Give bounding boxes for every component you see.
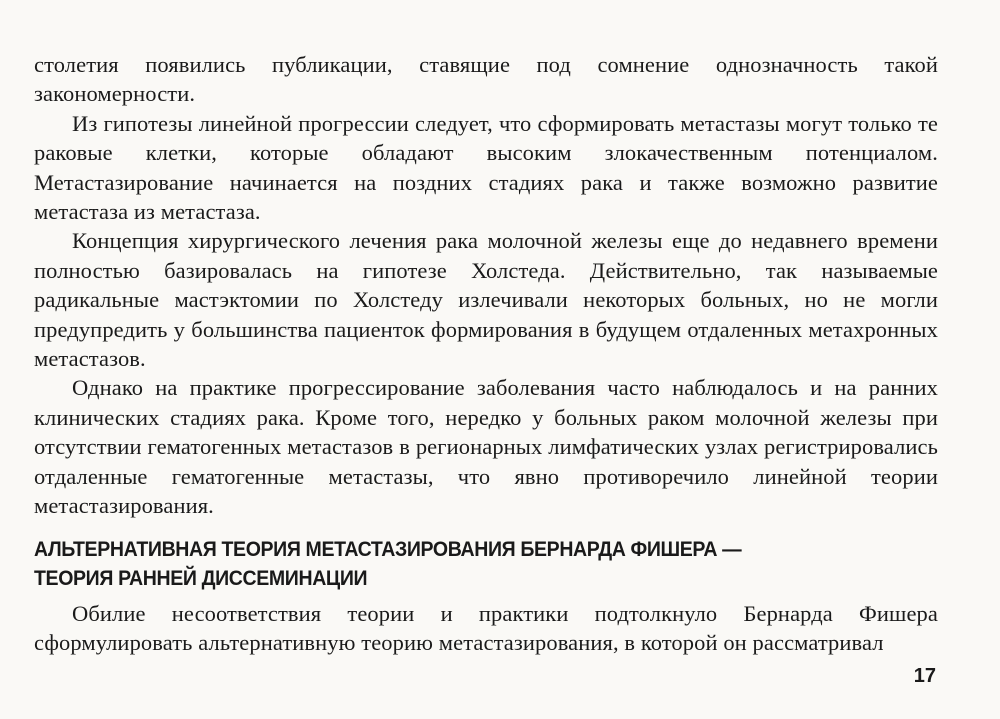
text-block [34, 50, 938, 657]
paragraph-4: Однако на практике прогрессирование заболевания часто наблюдалось и на ранних клинических стадиях рака. Кроме того, нередко у больных раком молочной железы при отсутствии гематогенных метастазов в регионарных лимфатических узлах регистрировались отдаленные гематогенные метастазы, что явно противоречило линейной теории метастазирования. [34, 375, 938, 519]
paragraph-1: столетия появились публикации, ставящие под сомнение однозначность такой закономерности. [34, 52, 938, 107]
page-number: 17 [913, 665, 936, 687]
paragraph-5: Обилие несоответствия теории и практики подтолкнуло Бернарда Фишера сформулировать альтернативную теорию метастазирования, в которой он рассматривал [34, 600, 938, 655]
paragraph-2: Из гипотезы линейной прогрессии следует, что сформировать метастазы могут только те раковые клетки, которые обладают высоким злокачественным потенциалом. Метастазирование начинается на поздних стадиях рака и также возможно развитие метастаза из метастаза. [34, 110, 938, 225]
paragraph-3: Концепция хирургического лечения рака молочной железы еще до недавнего времени полностью базировалась на гипотезе Холстеда. Действительно, так называемые радикальные мастэктомии по Холстеду излечивали некоторых больных, но не могли предупредить у большинства пациенток формирования в будущем отдаленных метахронных метастазов. [34, 228, 938, 372]
section-heading [34, 535, 945, 593]
section-heading-line-2: ТЕОРИЯ РАННЕЙ ДИССЕМИНАЦИИ [34, 566, 368, 590]
section-heading-line-1: АЛЬТЕРНАТИВНАЯ ТЕОРИЯ МЕТАСТАЗИРОВАНИЯ БЕРНАРДА ФИШЕРА — [34, 537, 742, 561]
